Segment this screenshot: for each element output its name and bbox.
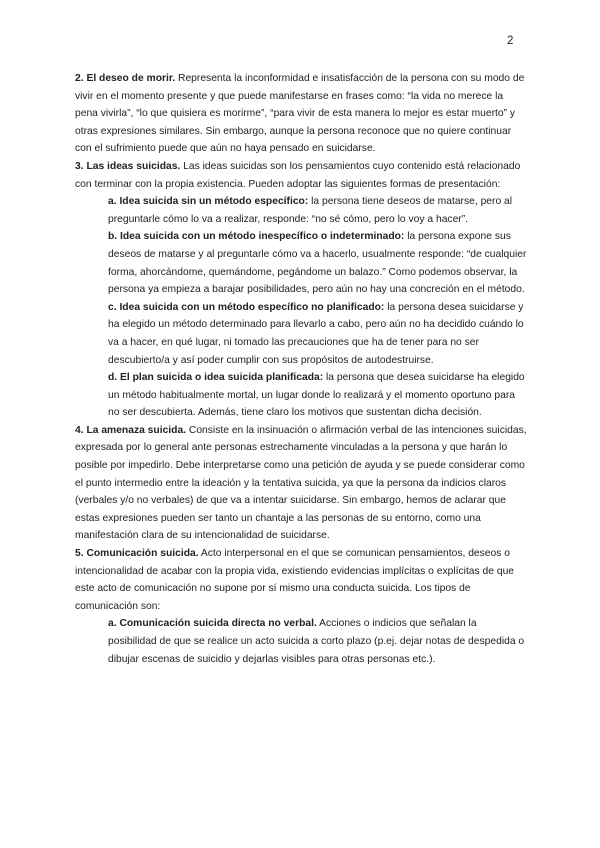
section-comunicacion-suicida xyxy=(75,545,527,615)
section-heading: 2. El deseo de morir. xyxy=(75,73,176,84)
document-body xyxy=(75,70,527,668)
section-text: Representa la inconformidad e insatisfacción de la persona con su modo de vivir en el momento presente y que puede manifestarse en frases como: “la vida no merece la pena vivirla”, “lo que quisiera es morirme”, “para vivir de esta manera lo mejor es estar muerto” y otras expresiones similares. Sin embargo, aunque la persona reconoce que no quiere continuar con el sufrimiento puede que aún no haya pensado en suicidarse. xyxy=(75,73,525,155)
section-amenaza-suicida xyxy=(75,422,527,545)
section-text: Acto interpersonal en el que se comunican pensamientos, deseos o intencionalidad de acabar con la propia vida, existiendo evidencias implícitas o explícitas de que este acto de comunicación no supone por sí mismo una conducta suicida. Los tipos de comunicación son: xyxy=(75,548,515,612)
item-heading: a. Idea suicida sin un método específico: xyxy=(108,196,309,208)
item-text: la persona desea suicidarse y ha elegido un método determinado para llevarlo a cabo, pero aún no ha decidido cuándo lo va a hacer, en qué lugar, ni tomado las precauciones que ha de tener para no ser descubierto/a y así poder cumplir con sus propósitos de autodestruirse. xyxy=(108,301,524,366)
item-heading: b. Idea suicida con un método inespecífico o indeterminado: xyxy=(108,231,405,243)
section-heading: 4. La amenaza suicida. xyxy=(75,424,187,436)
list-item-comunicacion-directa-no-verbal xyxy=(75,615,527,668)
list-item-idea-metodo-inespecifico xyxy=(75,228,527,298)
section-text: Las ideas suicidas son los pensamientos cuyo contenido está relacionado con terminar con la propia existencia. Pueden adoptar las siguientes formas de presentación: xyxy=(75,160,521,190)
item-text: la persona que desea suicidarse ha elegido un método habitualmente mortal, un lugar donde lo realizará y el momento oportuno para no ser descubierta. Además, tiene claro los motivos que sustentan dicha decisión. xyxy=(108,372,525,419)
item-heading: d. El plan suicida o idea suicida planificada: xyxy=(108,372,324,384)
section-heading: 5. Comunicación suicida. xyxy=(75,548,199,560)
section-heading: 3. Las ideas suicidas. xyxy=(75,160,181,172)
item-text: la persona tiene deseos de matarse, pero al preguntarle cómo lo va a realizar, responde: “no sé cómo, pero lo voy a hacer”. xyxy=(108,196,513,225)
item-text: Acciones o indicios que señalan la posibilidad de que se realice un acto suicida a corto plazo (p.ej. dejar notas de despedida o dibujar escenas de suicidio y dejarlas visibles para otras personas etc.). xyxy=(108,618,525,665)
item-heading: a. Comunicación suicida directa no verbal. xyxy=(108,618,317,630)
list-item-plan-suicida xyxy=(75,369,527,422)
item-text: la persona expone sus deseos de matarse y al preguntarle cómo va a hacerlo, usualmente responde: “de cualquier forma, ahorcándome, quemándome, pegándome un balazo.” Como podemos observar, la persona ya empieza a barajar posibilidades, pero aún no hay una concreción en el método. xyxy=(108,231,527,296)
page-number: 2 xyxy=(507,35,514,47)
item-heading: c. Idea suicida con un método específico no planificado: xyxy=(108,301,385,313)
section-deseo-de-morir xyxy=(75,70,527,158)
list-item-idea-metodo-no-planificado xyxy=(75,299,527,369)
section-text: Consiste en la insinuación o afirmación verbal de las intenciones suicidas, expresada por lo general ante personas estrechamente vinculadas a la persona y que harán lo posible por impedirlo. Debe interpretarse como una petición de ayuda y se puede considerar como el punto intermedio entre la ideación y la tentativa suicida, ya que la persona da indicios claros (verbales y/o no verbales) de que va a intentar suicidarse. Sin embargo, hemos de aclarar que estas expresiones pueden ser tanto un chantaje a las personas de su entorno, como una manifestación clara de su intencionalidad de suicidarse. xyxy=(75,424,527,542)
list-item-idea-sin-metodo xyxy=(75,193,527,228)
section-ideas-suicidas xyxy=(75,158,527,193)
